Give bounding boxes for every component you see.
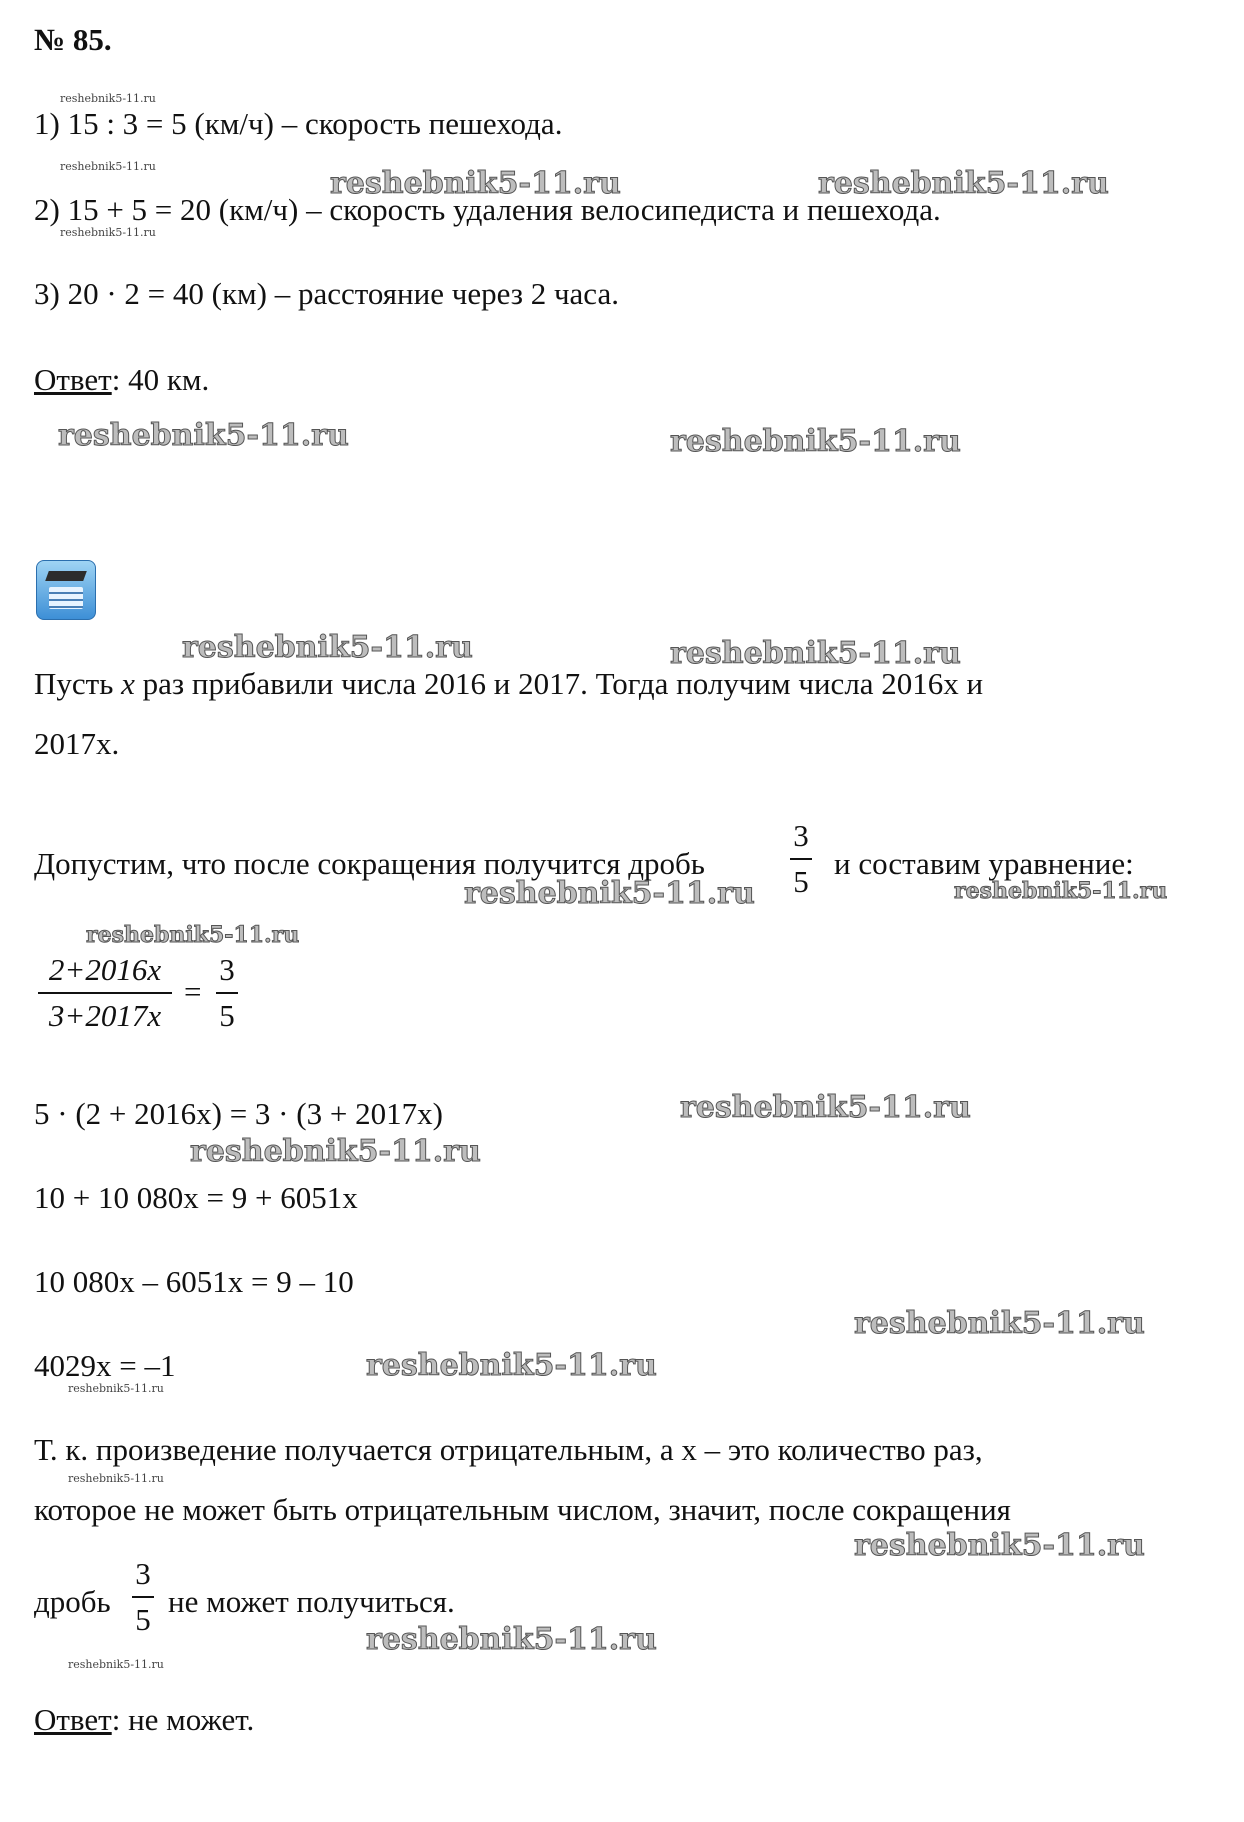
paragraph-3-line-1: Т. к. произведение получается отрицательным, а x – это количество раз, [34, 1432, 983, 1467]
watermark: reshebnik5-11.ru [954, 878, 1168, 904]
paragraph-3-line-3: дробь [34, 1584, 111, 1619]
solution-step-1: 1) 15 : 3 = 5 (км/ч) – скорость пешехода. [34, 106, 563, 141]
watermark: reshebnik5-11.ru [366, 1622, 657, 1657]
watermark: reshebnik5-11.ru [366, 1348, 657, 1383]
paragraph-3-tail: не может получиться. [168, 1584, 455, 1619]
watermark: reshebnik5-11.ru [670, 424, 961, 459]
watermark: reshebnik5-11.ru [182, 630, 473, 665]
equation-right-fraction: 3 5 [214, 952, 240, 1034]
paragraph-2-text: Допустим, что после сокращения получится дробь [34, 846, 705, 881]
watermark: reshebnik5-11.ru [854, 1306, 1145, 1341]
equation-equals-sign: = [184, 974, 202, 1009]
watermark: reshebnik5-11.ru [60, 160, 156, 173]
watermark: reshebnik5-11.ru [68, 1658, 164, 1671]
watermark: reshebnik5-11.ru [60, 92, 156, 105]
paragraph-1-line-1: Пусть x раз прибавили числа 2016 и 2017. Тогда получим числа 2016x и [34, 666, 984, 701]
graduation-cap-books-icon [36, 560, 96, 620]
answer-1 [34, 362, 209, 398]
watermark: reshebnik5-11.ru [818, 166, 1109, 201]
paragraph-2-tail: и составим уравнение: [834, 846, 1134, 881]
watermark: reshebnik5-11.ru [670, 636, 961, 671]
watermark: reshebnik5-11.ru [86, 922, 300, 948]
watermark: reshebnik5-11.ru [330, 166, 621, 201]
fraction-three-fifths-2: 3 5 [130, 1556, 156, 1638]
equation-step-2: 10 + 10 080x = 9 + 6051x [34, 1180, 358, 1215]
watermark: reshebnik5-11.ru [60, 226, 156, 239]
fraction-three-fifths: 3 5 [788, 818, 814, 900]
watermark: reshebnik5-11.ru [680, 1090, 971, 1125]
watermark: reshebnik5-11.ru [58, 418, 349, 453]
equation-step-3: 10 080x – 6051x = 9 – 10 [34, 1264, 354, 1299]
answer-value: : не может. [111, 1702, 255, 1737]
solution-step-3: 3) 20 · 2 = 40 (км) – расстояние через 2 часа. [34, 276, 619, 311]
paragraph-1-line-2: 2017x. [34, 726, 120, 761]
problem-number: № 85. [34, 22, 112, 57]
watermark: reshebnik5-11.ru [68, 1382, 164, 1395]
equation-step-4: 4029x = –1 [34, 1348, 176, 1383]
paragraph-3-line-2: которое не может быть отрицательным числом, значит, после сокращения [34, 1492, 1011, 1527]
answer-value: : 40 км. [111, 362, 210, 397]
solution-step-2: 2) 15 + 5 = 20 (км/ч) – скорость удаления велосипедиста и пешехода. [34, 192, 941, 227]
equation-left-fraction: 2+2016x 3+2017x [36, 952, 174, 1034]
watermark: reshebnik5-11.ru [68, 1472, 164, 1485]
watermark: reshebnik5-11.ru [464, 876, 755, 911]
answer-2 [34, 1702, 254, 1738]
answer-label: Ответ [34, 1702, 112, 1737]
watermark: reshebnik5-11.ru [854, 1528, 1145, 1563]
watermark: reshebnik5-11.ru [190, 1134, 481, 1169]
equation-step-1: 5 · (2 + 2016x) = 3 · (3 + 2017x) [34, 1096, 443, 1131]
answer-label: Ответ [34, 362, 112, 397]
